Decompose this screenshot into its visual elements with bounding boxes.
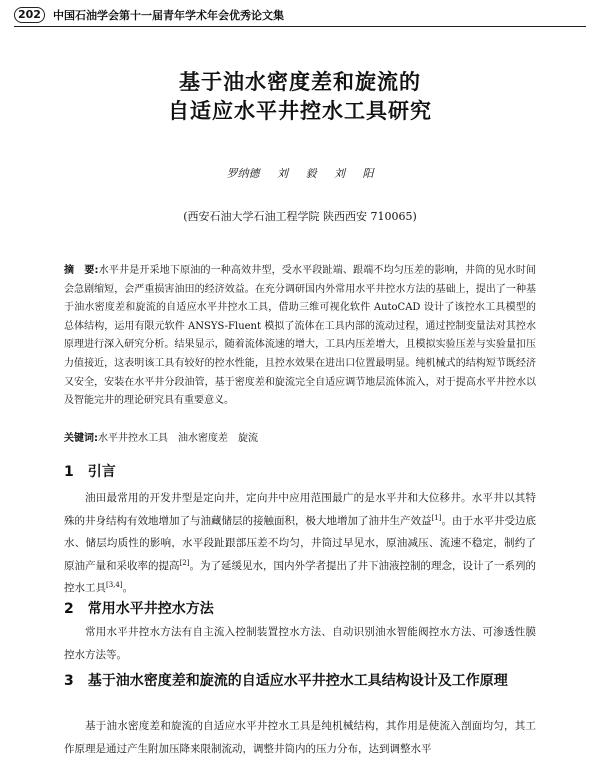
para-text: 。为了延缓见水，国内外学者提出了井下油液控制的理念，设计了一系列的控水工具: [64, 559, 537, 594]
section-title: 常用水平井控水方法: [87, 601, 214, 617]
keywords-label: 关键词:: [64, 433, 98, 444]
running-header: [14, 4, 586, 27]
abstract-text: 水平井是开采地下原油的一种高效井型，受水平段趾端、跟端不均匀压差的影响，井筒的见水时间会急剧缩短，会严重损害油田的经济效益。在充分调研国内外常用水平井控水方法的基础上，提出了一种基于油水密度差和旋流的自适应水平井控水工具，借助三维可视化软件 AutoCAD 设计了该控水工具模型的总体结构，运用有限元软件 ANSYS-Fluent 模拟了流体在工具内部的流动过程，通过控制变量法对其控水原理进行深入研究分析。结果显示，随着流体流速的增大，工具内压差增大，且模拟实验压差与实验量扣压力值接近，这表明该工具有较好的控水性能，且控水效果在进出口位置最明显。纯机械式的结构短节既经济又安全，安装在水平井分段油管，基于密度差和旋流完全自适应调节地层流体流入，对于提高水平井控水以及智能完井的理论研究具有重要意义。: [64, 265, 537, 407]
authors: 罗纳德 刘 毅 刘 阳: [226, 167, 374, 180]
keywords-text: 水平井控水工具 油水密度差 旋流: [98, 433, 258, 444]
paper-title-line2: 自适应水平井控水工具研究: [168, 99, 432, 123]
abstract-label: 摘 要:: [64, 265, 99, 276]
affiliation: (西安石油大学石油工程学院 陕西西安 710065): [183, 210, 417, 223]
section-number: 2: [64, 601, 74, 617]
design-paragraph: 基于油水密度差和旋流的自适应水平井控水工具是纯机械结构，其作用是使流入剖面均匀，其工作原理是通过产生附加压降来限制流动，调整井筒内的压力分布，达到调整水平: [64, 720, 536, 755]
section-3-heading: [64, 668, 544, 694]
section-title: 基于油水密度差和旋流的自适应水平井控水工具结构设计及工作原理: [87, 673, 508, 689]
keywords: [64, 430, 536, 448]
abstract: [64, 262, 536, 411]
section-1-heading: [64, 459, 544, 485]
citation: [1]: [431, 513, 442, 522]
section-title: 引言: [87, 464, 116, 480]
citation: [2]: [179, 558, 190, 567]
citation: [3,4]: [106, 581, 123, 589]
para-text: 。由于水平井受边底水、储层均质性的影响，水平段趾跟部压差不均匀，井筒过早见水，原油减压、流速不稳定，制约了原油产量和采收率的提高: [64, 514, 537, 572]
section-2-heading: [64, 596, 544, 622]
para-text: 。: [122, 582, 134, 594]
section-number: 1: [64, 464, 74, 480]
page-number: 202: [14, 7, 45, 23]
intro-paragraph: [64, 487, 536, 600]
journal-title: 中国石油学会第十一届青年学术年会优秀论文集: [52, 9, 284, 22]
paper-title-line1: 基于油水密度差和旋流的: [179, 70, 421, 94]
methods-paragraph: 常用水平井控水方法有自主流入控制装置控水方法、自动识别油水智能阀控水方法、可渗透性膜控水方法等。: [64, 626, 536, 661]
section-number: 3: [64, 673, 74, 689]
para-text: 油田最常用的开发井型是定向井，定向井中应用范围最广的是水平井和大位移井。水平井以其特殊的井身结构有效地增加了与油藏储层的接触面积，极大地增加了油井生产效益: [64, 492, 536, 527]
